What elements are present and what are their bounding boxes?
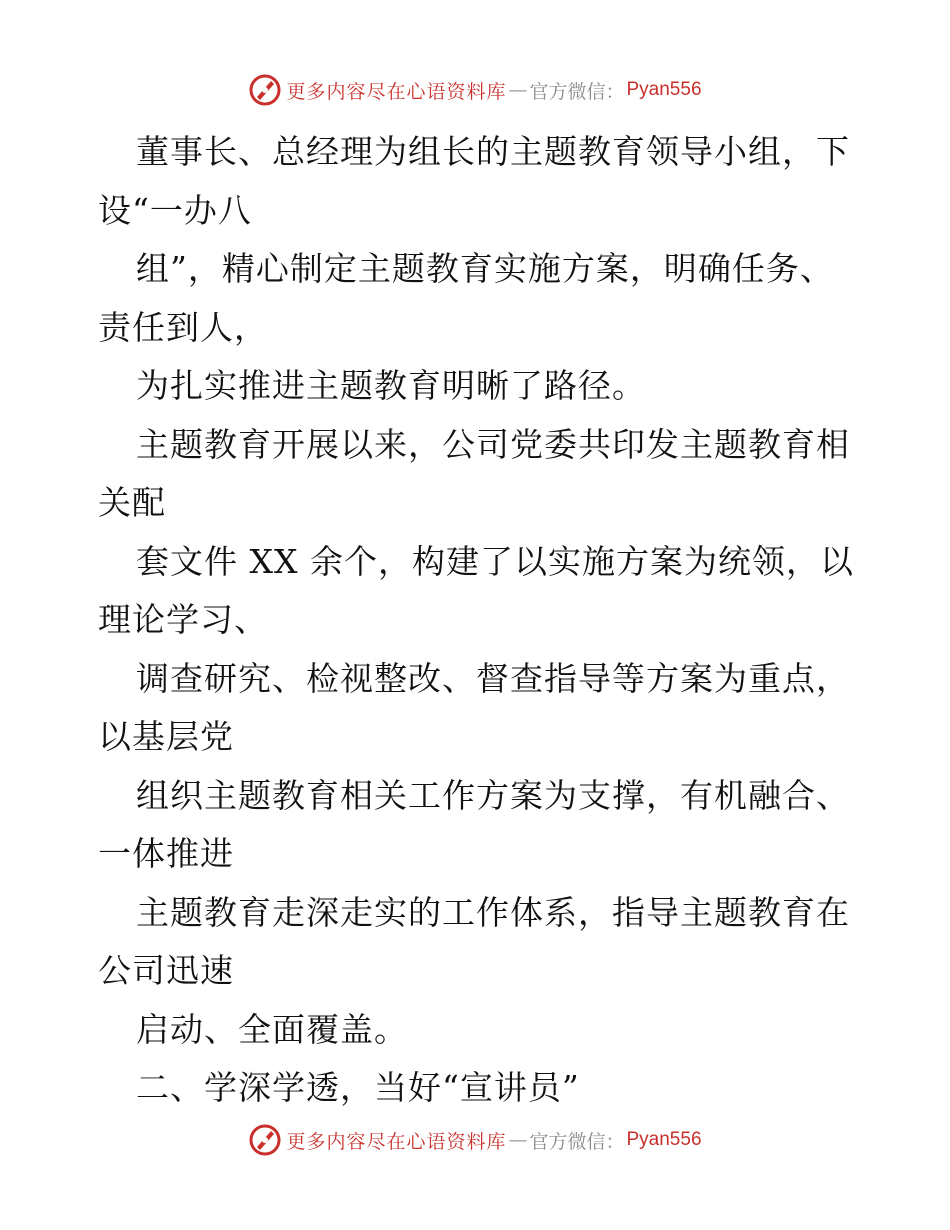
- text-line: 调查研究、检视整改、督查指导等方案为重点，: [136, 658, 850, 698]
- text-line: 为扎实推进主题教育明晰了路径。: [136, 366, 646, 405]
- watermark-text: 更多内容尽在心语资料库: [286, 1130, 507, 1153]
- text-line: 套文件 XX 余个，构建了以实施方案为统领，以: [136, 541, 854, 581]
- text-line: 启动、全面覆盖。: [136, 1009, 408, 1049]
- text-line: 一体推进: [98, 834, 234, 873]
- watermark-label: 官方微信：: [529, 1130, 625, 1153]
- text-line: 组”，精心制定主题教育实施方案，明确任务、: [136, 249, 834, 288]
- watermark-id: Pyan556: [626, 1129, 702, 1150]
- text-line: 组织主题教育相关工作方案为支撑，有机融合、: [136, 775, 850, 815]
- watermark-header: [0, 70, 950, 110]
- watermark-text: 更多内容尽在心语资料库: [286, 80, 507, 103]
- text-line: 理论学习、: [98, 600, 268, 639]
- document-body: [98, 123, 858, 1118]
- logo-icon: [248, 1123, 282, 1157]
- watermark-label: 官方微信：: [529, 80, 625, 103]
- watermark-separator: —: [508, 79, 528, 101]
- text-line: 主题教育开展以来，公司党委共印发主题教育相: [136, 424, 850, 464]
- text-line: 关配: [98, 483, 166, 522]
- logo-icon: [248, 73, 282, 107]
- text-line: 二、学深学透，当好“宣讲员”: [136, 1068, 580, 1107]
- text-line: 以基层党: [98, 717, 234, 756]
- text-line: 设“一办八: [98, 190, 252, 230]
- watermark-footer: [0, 1120, 950, 1160]
- text-line: 董事长、总经理为组长的主题教育领导小组，下: [136, 132, 850, 171]
- watermark-separator: —: [508, 1129, 528, 1151]
- text-line: 主题教育走深走实的工作体系，指导主题教育在: [136, 892, 850, 932]
- text-line: 公司迅速: [98, 951, 234, 990]
- text-line: 责任到人，: [98, 307, 268, 347]
- watermark-id: Pyan556: [626, 79, 702, 100]
